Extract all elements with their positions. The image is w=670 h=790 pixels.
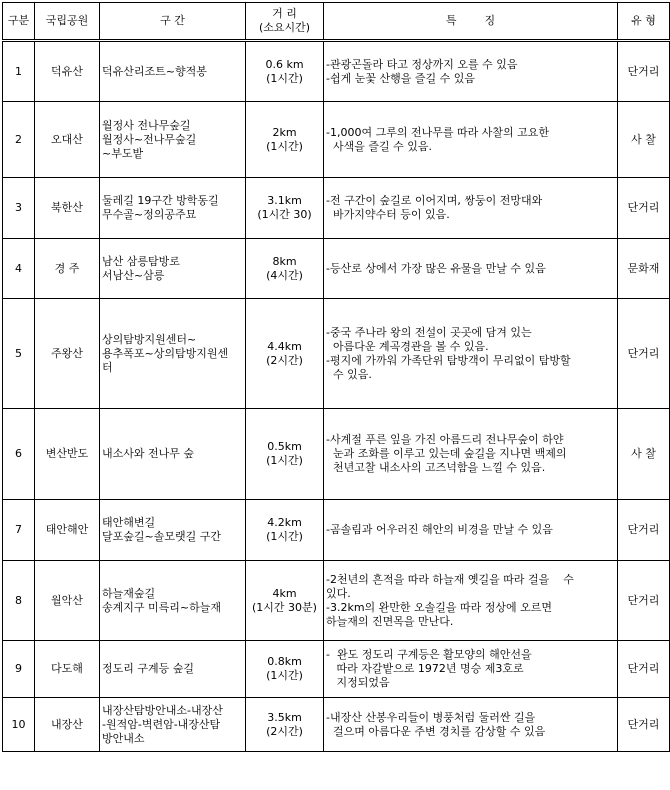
feature-line: 천년고찰 내소사의 고즈넉함을 느낄 수 있음. xyxy=(326,461,546,474)
time-value: (4시간) xyxy=(266,268,303,282)
section-line: 무수골~정의공주묘 xyxy=(102,208,197,221)
header-distance xyxy=(246,3,324,41)
cell-section xyxy=(100,698,246,752)
cell-features xyxy=(324,500,618,561)
feature-line: -중국 주나라 왕의 전설이 곳곳에 담겨 있는 xyxy=(326,325,532,339)
distance-value: 4km xyxy=(272,586,297,600)
header-park: 국립공원 xyxy=(35,3,100,41)
section-line: 터 xyxy=(102,360,113,374)
cell-type: 단거리 xyxy=(618,641,670,698)
cell-features xyxy=(324,178,618,239)
cell-distance xyxy=(246,299,324,409)
cell-section xyxy=(100,500,246,561)
cell-distance xyxy=(246,41,324,102)
cell-type: 사 찰 xyxy=(618,409,670,500)
cell-type: 단거리 xyxy=(618,698,670,752)
table-row xyxy=(3,178,670,239)
cell-park: 내장산 xyxy=(35,698,100,752)
feature-line: -3.2km의 완만한 오솔길을 따라 정상에 오르면 xyxy=(326,600,553,614)
header-features-label: 특 징 xyxy=(445,14,496,27)
table-row xyxy=(3,641,670,698)
table-row xyxy=(3,299,670,409)
cell-type: 사 찰 xyxy=(618,102,670,178)
section-line: 남산 삼릉탐방로 xyxy=(102,254,180,268)
section-line: 내소사와 전나무 숲 xyxy=(102,447,195,460)
distance-value: 3.5km xyxy=(267,710,302,724)
cell-no: 5 xyxy=(3,299,35,409)
time-value: (2시간) xyxy=(266,724,303,738)
cell-no: 3 xyxy=(3,178,35,239)
section-line: 서남산~삼릉 xyxy=(102,268,165,282)
table-row xyxy=(3,561,670,641)
table-row xyxy=(3,239,670,299)
time-value: (1시간) xyxy=(266,530,303,543)
cell-section xyxy=(100,299,246,409)
section-line: ~부도밭 xyxy=(102,146,144,160)
feature-line: 걸으며 아름다운 주변 경치를 감상할 수 있음 xyxy=(326,724,546,738)
feature-line: -전 구간이 숲길로 이어지며, 쌍둥이 전망대와 xyxy=(326,194,543,207)
cell-park: 변산반도 xyxy=(35,409,100,500)
park-trail-table xyxy=(2,2,670,752)
cell-section xyxy=(100,102,246,178)
cell-no: 7 xyxy=(3,500,35,561)
feature-line: -쉽게 눈꽃 산행을 즐길 수 있음 xyxy=(326,71,475,85)
section-line: 태안해변길 xyxy=(102,516,156,529)
cell-distance xyxy=(246,698,324,752)
feature-line: 하늘재의 진면목을 만난다. xyxy=(326,614,454,628)
cell-distance xyxy=(246,561,324,641)
cell-section xyxy=(100,239,246,299)
feature-line: -2천년의 흔적을 따라 하늘재 옛길을 따라 걸을 수 xyxy=(326,572,574,586)
distance-value: 4.2km xyxy=(267,516,302,529)
feature-line: 아름다운 계곡경관을 볼 수 있음. xyxy=(326,339,489,353)
cell-no: 6 xyxy=(3,409,35,500)
feature-line: 사색을 즐길 수 있음. xyxy=(326,139,432,153)
cell-park: 북한산 xyxy=(35,178,100,239)
cell-park: 경 주 xyxy=(35,239,100,299)
cell-type: 문화재 xyxy=(618,239,670,299)
cell-features xyxy=(324,102,618,178)
section-line: 상의탐방지원센터~ xyxy=(102,332,197,346)
table-row xyxy=(3,409,670,500)
time-value: (1시간 30) xyxy=(257,208,312,221)
time-value: (1시간) xyxy=(266,669,303,682)
header-distance-label: 거 리 xyxy=(272,7,297,20)
feature-line: -사계절 푸른 잎을 가진 아름드리 전나무숲이 하얀 xyxy=(326,433,564,446)
section-line: 덕유산리조트~향적봉 xyxy=(102,64,207,78)
cell-park: 월악산 xyxy=(35,561,100,641)
cell-distance xyxy=(246,641,324,698)
header-section: 구 간 xyxy=(100,3,246,41)
section-line: 하늘재숲길 xyxy=(102,586,156,600)
feature-line: 눈과 조화를 이루고 있는데 숲길을 지나면 백제의 xyxy=(326,447,567,460)
cell-features xyxy=(324,561,618,641)
cell-no: 2 xyxy=(3,102,35,178)
header-no: 구분 xyxy=(3,3,35,41)
cell-type: 단거리 xyxy=(618,41,670,102)
cell-section xyxy=(100,409,246,500)
cell-park: 오대산 xyxy=(35,102,100,178)
section-line: 용추폭포~상의탐방지원센 xyxy=(102,346,229,360)
section-line: 월정사 전나무숲길 xyxy=(102,118,191,132)
cell-type: 단거리 xyxy=(618,178,670,239)
distance-value: 8km xyxy=(272,254,297,268)
feature-line: 지정되었음 xyxy=(326,676,390,689)
feature-line: -곰솔림과 어우러진 해안의 비경을 만날 수 있음 xyxy=(326,523,553,536)
distance-value: 0.5km xyxy=(267,440,302,453)
cell-type: 단거리 xyxy=(618,561,670,641)
table-row xyxy=(3,102,670,178)
table-body xyxy=(3,41,670,752)
section-line: 방안내소 xyxy=(102,731,145,745)
feature-line: 바가지약수터 등이 있음. xyxy=(326,208,450,221)
feature-line: -1,000여 그루의 전나무를 따라 사찰의 고요한 xyxy=(326,125,549,139)
distance-value: 0.8km xyxy=(267,655,302,668)
cell-distance xyxy=(246,409,324,500)
section-line: 월정사~전나무숲길 xyxy=(102,132,197,146)
distance-value: 3.1km xyxy=(267,194,302,207)
feature-line: 수 있음. xyxy=(326,367,372,381)
cell-park: 다도해 xyxy=(35,641,100,698)
cell-no: 8 xyxy=(3,561,35,641)
distance-value: 0.6 km xyxy=(265,57,304,71)
cell-type: 단거리 xyxy=(618,299,670,409)
time-value: (1시간) xyxy=(266,454,303,467)
section-line: 정도리 구계등 숲길 xyxy=(102,662,195,675)
cell-section xyxy=(100,41,246,102)
cell-no: 10 xyxy=(3,698,35,752)
table-row xyxy=(3,500,670,561)
cell-section xyxy=(100,178,246,239)
feature-line: 따라 자갈밭으로 1972년 명승 제3호로 xyxy=(326,662,524,675)
cell-no: 4 xyxy=(3,239,35,299)
time-value: (2시간) xyxy=(266,353,303,367)
cell-distance xyxy=(246,239,324,299)
cell-section xyxy=(100,641,246,698)
cell-features xyxy=(324,409,618,500)
cell-features xyxy=(324,698,618,752)
time-value: (1시간) xyxy=(266,71,303,85)
distance-value: 4.4km xyxy=(267,339,302,353)
distance-value: 2km xyxy=(272,125,297,139)
feature-line: -내장산 산봉우리들이 병풍처럼 둘러싼 길을 xyxy=(326,710,536,724)
header-features xyxy=(324,3,618,41)
cell-distance xyxy=(246,102,324,178)
header-type: 유 형 xyxy=(618,3,670,41)
cell-park: 태안해안 xyxy=(35,500,100,561)
cell-features xyxy=(324,239,618,299)
time-value: (1시간) xyxy=(266,139,303,153)
feature-line: -평지에 가까워 가족단위 탐방객이 무리없이 탐방할 xyxy=(326,353,571,367)
feature-line: 있다. xyxy=(326,586,351,600)
cell-features xyxy=(324,41,618,102)
cell-no: 1 xyxy=(3,41,35,102)
feature-line: - 완도 정도리 구계등은 활모양의 해안선을 xyxy=(326,648,532,661)
section-line: 송계지구 미륵리~하늘재 xyxy=(102,600,221,614)
feature-line: -등산로 상에서 가장 많은 유물을 만날 수 있음 xyxy=(326,261,546,275)
cell-features xyxy=(324,299,618,409)
cell-park: 덕유산 xyxy=(35,41,100,102)
cell-park: 주왕산 xyxy=(35,299,100,409)
section-line: 둘레길 19구간 방학동길 xyxy=(102,194,219,207)
feature-line: -관광곤돌라 타고 정상까지 오를 수 있음 xyxy=(326,57,518,71)
header-row xyxy=(3,3,670,41)
cell-type: 단거리 xyxy=(618,500,670,561)
cell-distance xyxy=(246,178,324,239)
cell-section xyxy=(100,561,246,641)
table-row xyxy=(3,698,670,752)
section-line: -원적암-벽련암-내장산탐 xyxy=(102,717,221,731)
header-time-label: (소요시간) xyxy=(258,21,311,34)
section-line: 내장산탐방안내소-내장산 xyxy=(102,703,223,717)
time-value: (1시간 30분) xyxy=(252,600,317,614)
cell-distance xyxy=(246,500,324,561)
cell-no: 9 xyxy=(3,641,35,698)
cell-features xyxy=(324,641,618,698)
section-line: 달포숲길~솔모랫길 구간 xyxy=(102,530,221,543)
table-row xyxy=(3,41,670,102)
